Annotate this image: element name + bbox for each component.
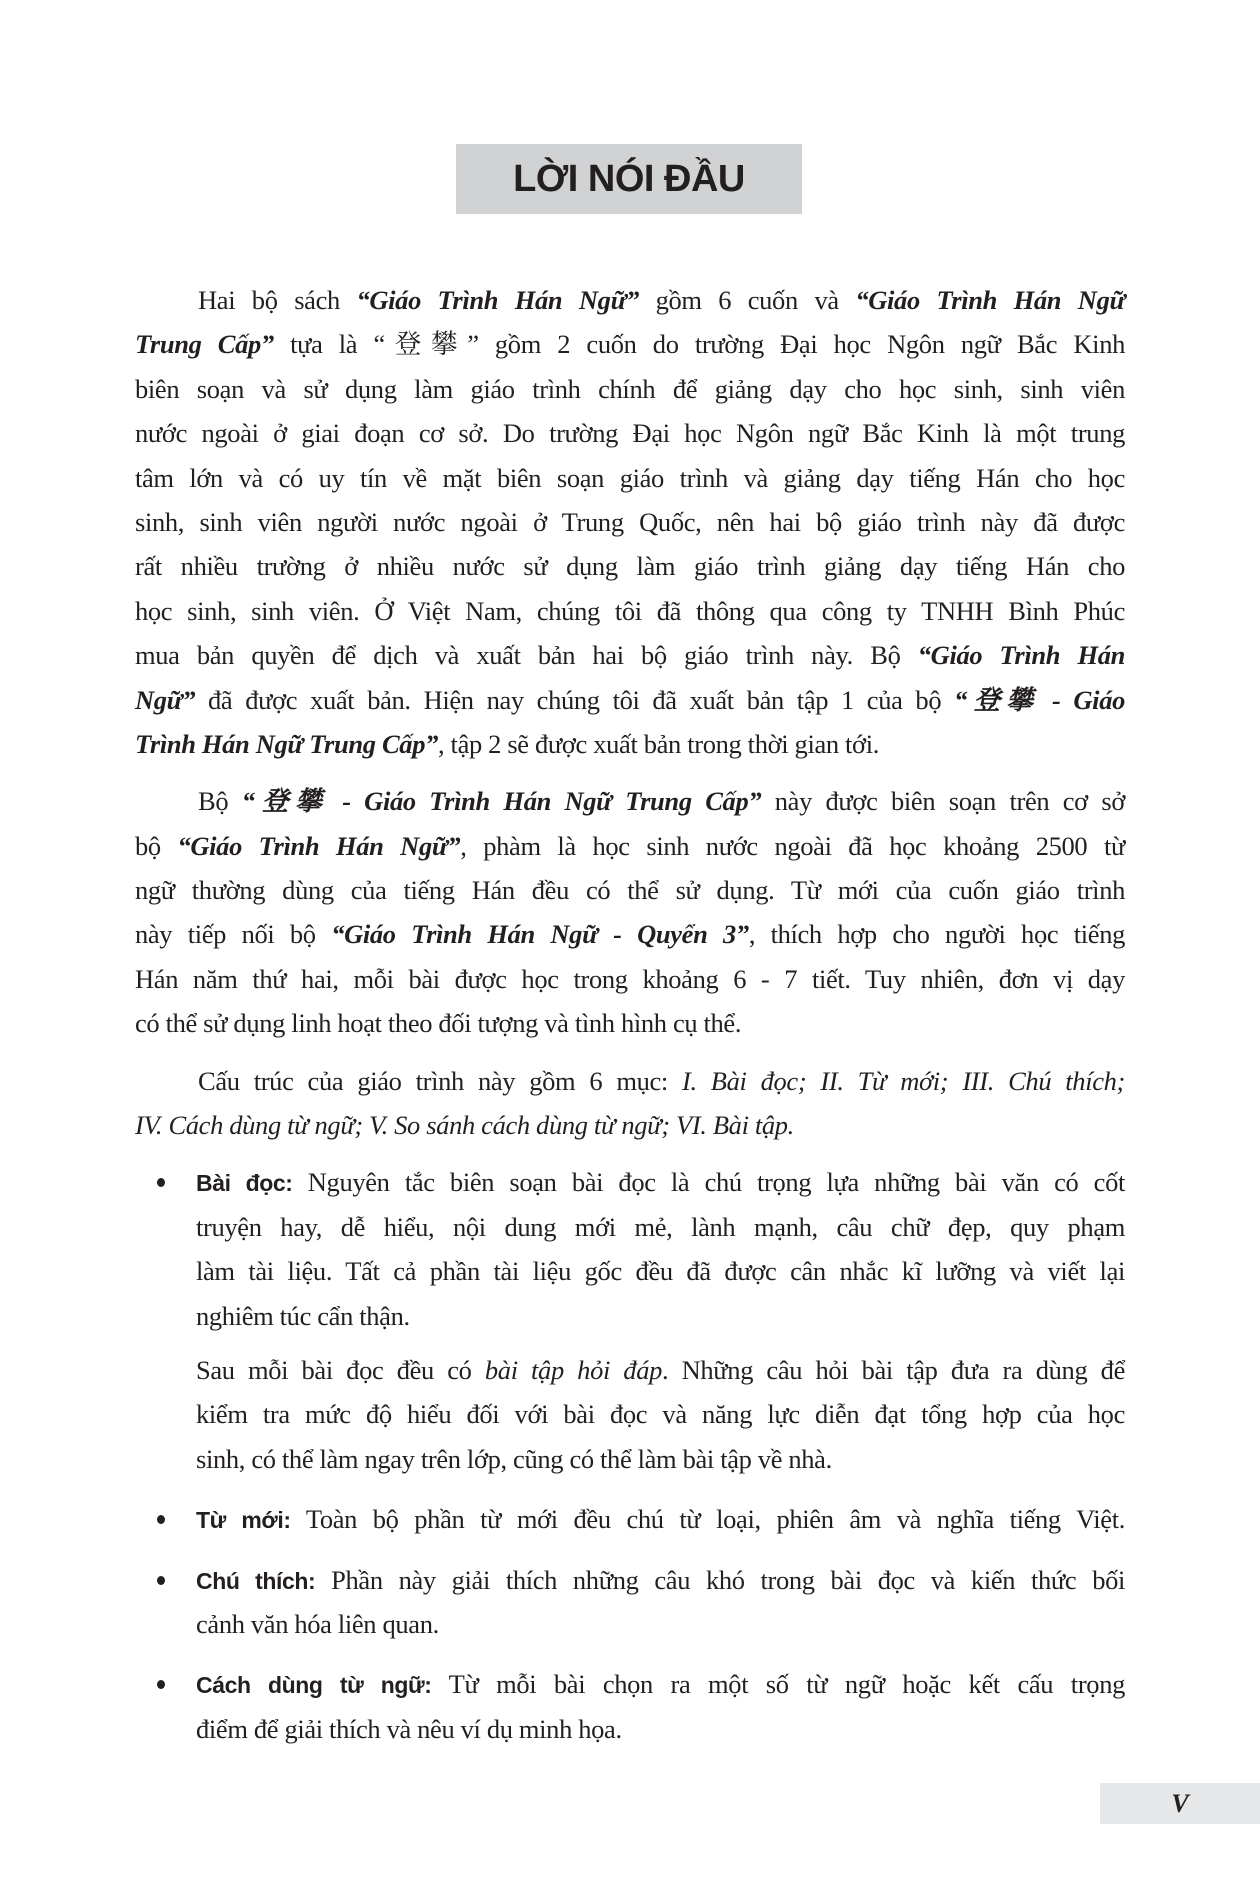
paragraph (135, 779, 1125, 1045)
text-run: Phần này giải thích những câu khó trong bài đọc và kiến thức bối (315, 1564, 1126, 1595)
text-run: bộ (135, 830, 178, 861)
text-line (196, 1294, 1125, 1338)
emphasis-run: “Giáo Trình Hán Ngữ - Quyển 3” (331, 919, 749, 950)
emphasis-run: I. Bài đọc; II. Từ mới; III. Chú thích; (682, 1065, 1125, 1096)
text-line (196, 1160, 1125, 1204)
text-run: Từ mỗi bài chọn ra một số từ ngữ hoặc kết cấu trọng (431, 1669, 1125, 1700)
text-line (135, 824, 1125, 868)
text-run: rất nhiều trường ở nhiều nước sử dụng làm giáo trình giảng dạy tiếng Hán cho (135, 551, 1125, 582)
text-run: Hai bộ sách (198, 285, 357, 315)
bullet-label: Cách dùng từ ngữ: (196, 1672, 432, 1699)
text-run: Sau mỗi bài đọc đều có (196, 1354, 485, 1385)
text-line (196, 1497, 1125, 1541)
text-run: sinh, sinh viên người nước ngoài ở Trung Quốc, nên hai bộ giáo trình này đã được (135, 506, 1125, 537)
emphasis-run: “Giáo Trình Hán Ngữ” (356, 285, 640, 315)
text-run: tựa là “登攀” gồm 2 cuốn do trường Đại học Ngôn ngữ Bắc Kinh (273, 329, 1125, 360)
text-run: Nguyên tắc biên soạn bài đọc là chú trọng lựa những bài văn có cốt (292, 1167, 1125, 1198)
page-number: V (1171, 1788, 1189, 1818)
text-run: mua bản quyền để dịch và xuất bản hai bộ giáo trình này. Bộ (135, 640, 918, 671)
text-run: Hán năm thứ hai, mỗi bài được học trong khoảng 6 - 7 tiết. Tuy nhiên, đơn vị dạy (135, 963, 1125, 994)
page-heading-box (456, 144, 802, 214)
text-run: đã được xuất bản. Hiện nay chúng tôi đã xuất bản tập 1 của bộ (195, 684, 955, 715)
text-run: này tiếp nối bộ (135, 919, 332, 950)
text-line (135, 500, 1125, 544)
text-run: ngữ thường dùng của tiếng Hán đều có thể sử dụng. Từ mới của cuốn giáo trình (135, 875, 1125, 906)
bullet-subparagraph (135, 1348, 1125, 1481)
text-line (196, 1437, 1125, 1481)
page-number-box (1100, 1783, 1260, 1824)
paragraph (135, 1059, 1125, 1148)
text-line (135, 456, 1125, 500)
emphasis-run: IV. Cách dùng từ ngữ; V. So sánh cách dùng từ ngữ; VI. Bài tập. (135, 1110, 794, 1141)
bullet-dot-icon (157, 1680, 165, 1689)
text-line (196, 1558, 1125, 1602)
paragraph (135, 278, 1125, 766)
text-run: gồm 6 cuốn và (639, 285, 856, 315)
text-run: truyện hay, dễ hiểu, nội dung mới mẻ, lành mạnh, câu chữ đẹp, quy phạm (196, 1211, 1125, 1242)
emphasis-run: Trung Cấp” (135, 329, 274, 360)
text-line (196, 1205, 1125, 1249)
text-line (135, 1103, 1125, 1147)
text-line (135, 678, 1125, 722)
text-run: Toàn bộ phần từ mới đều chú từ loại, phiên âm và nghĩa tiếng Việt. (290, 1504, 1125, 1535)
emphasis-run: “Giáo Trình Hán (917, 640, 1125, 671)
bullet-label: Chú thích: (196, 1567, 316, 1594)
emphasis-run: “登攀 - Giáo (954, 684, 1125, 715)
bullet-item (135, 1497, 1125, 1541)
emphasis-run: Trình Hán Ngữ Trung Cấp” (135, 728, 438, 759)
text-run: , tập 2 sẽ được xuất bản trong thời gian tới. (438, 728, 880, 759)
text-run: có thể sử dụng linh hoạt theo đối tượng và tình hình cụ thể. (135, 1008, 742, 1039)
bullet-dot-icon (157, 1576, 165, 1585)
text-line (135, 322, 1125, 366)
bullet-dot-icon (157, 1515, 165, 1524)
page-title: LỜI NÓI ĐẦU (513, 157, 745, 200)
text-line (135, 912, 1125, 956)
text-run: , thích hợp cho người học tiếng (748, 919, 1126, 950)
emphasis-run: “登攀 - Giáo Trình Hán Ngữ Trung Cấp” (241, 786, 762, 817)
body-text (135, 278, 1125, 1767)
text-line (135, 411, 1125, 455)
text-line (135, 367, 1125, 411)
text-run: điểm để giải thích và nêu ví dụ minh họa. (196, 1713, 622, 1744)
text-line (135, 589, 1125, 633)
bullet-item (135, 1662, 1125, 1751)
bullet-label: Bài đọc: (196, 1170, 293, 1197)
text-line (196, 1707, 1125, 1751)
bullet-item (135, 1558, 1125, 1647)
text-line (135, 722, 1125, 766)
text-run: nước ngoài ở giai đoạn cơ sở. Do trường Đại học Ngôn ngữ Bắc Kinh là một trung (135, 418, 1125, 449)
text-run: kiểm tra mức độ hiểu đối với bài đọc và năng lực diễn đạt tổng hợp của học (196, 1399, 1125, 1430)
text-line (135, 278, 1125, 322)
text-run: tâm lớn và có uy tín về mặt biên soạn giáo trình và giảng dạy tiếng Hán cho học (135, 462, 1125, 493)
emphasis-run: “Giáo Trình Hán Ngữ” (177, 830, 461, 861)
text-run: sinh, có thể làm ngay trên lớp, cũng có thể làm bài tập về nhà. (196, 1443, 832, 1474)
emphasis-run: bài tập hỏi đáp (484, 1354, 662, 1385)
text-run: làm tài liệu. Tất cả phần tài liệu gốc đều đã được cân nhắc kĩ lưỡng và viết lại (196, 1256, 1125, 1287)
text-line (135, 957, 1125, 1001)
bullet-dot-icon (157, 1178, 165, 1187)
text-run: nghiêm túc cẩn thận. (196, 1300, 410, 1331)
text-run: học sinh, sinh viên. Ở Việt Nam, chúng tôi đã thông qua công ty TNHH Bình Phúc (135, 595, 1125, 626)
bullet-item (135, 1160, 1125, 1338)
text-line (135, 1001, 1125, 1045)
text-line (135, 1059, 1125, 1103)
text-line (196, 1662, 1125, 1706)
text-line (196, 1348, 1125, 1392)
bullet-label: Từ mới: (196, 1507, 291, 1534)
text-line (135, 633, 1125, 677)
text-run: , phàm là học sinh nước ngoài đã học khoảng 2500 từ (460, 830, 1125, 861)
text-run: này được biên soạn trên cơ sở (761, 786, 1125, 817)
text-line (196, 1602, 1125, 1646)
text-run: Cấu trúc của giáo trình này gồm 6 mục: (198, 1065, 682, 1096)
emphasis-run: Ngữ” (135, 684, 196, 715)
emphasis-run: “Giáo Trình Hán Ngữ (855, 285, 1125, 315)
text-run: cảnh văn hóa liên quan. (196, 1608, 439, 1639)
text-run: . Những câu hỏi bài tập đưa ra dùng để (662, 1354, 1125, 1385)
text-run: biên soạn và sử dụng làm giáo trình chính để giảng dạy cho học sinh, sinh viên (135, 373, 1125, 404)
text-line (135, 779, 1125, 823)
text-line (196, 1392, 1125, 1436)
text-line (196, 1249, 1125, 1293)
text-line (135, 544, 1125, 588)
text-run: Bộ (198, 786, 242, 817)
text-line (135, 868, 1125, 912)
